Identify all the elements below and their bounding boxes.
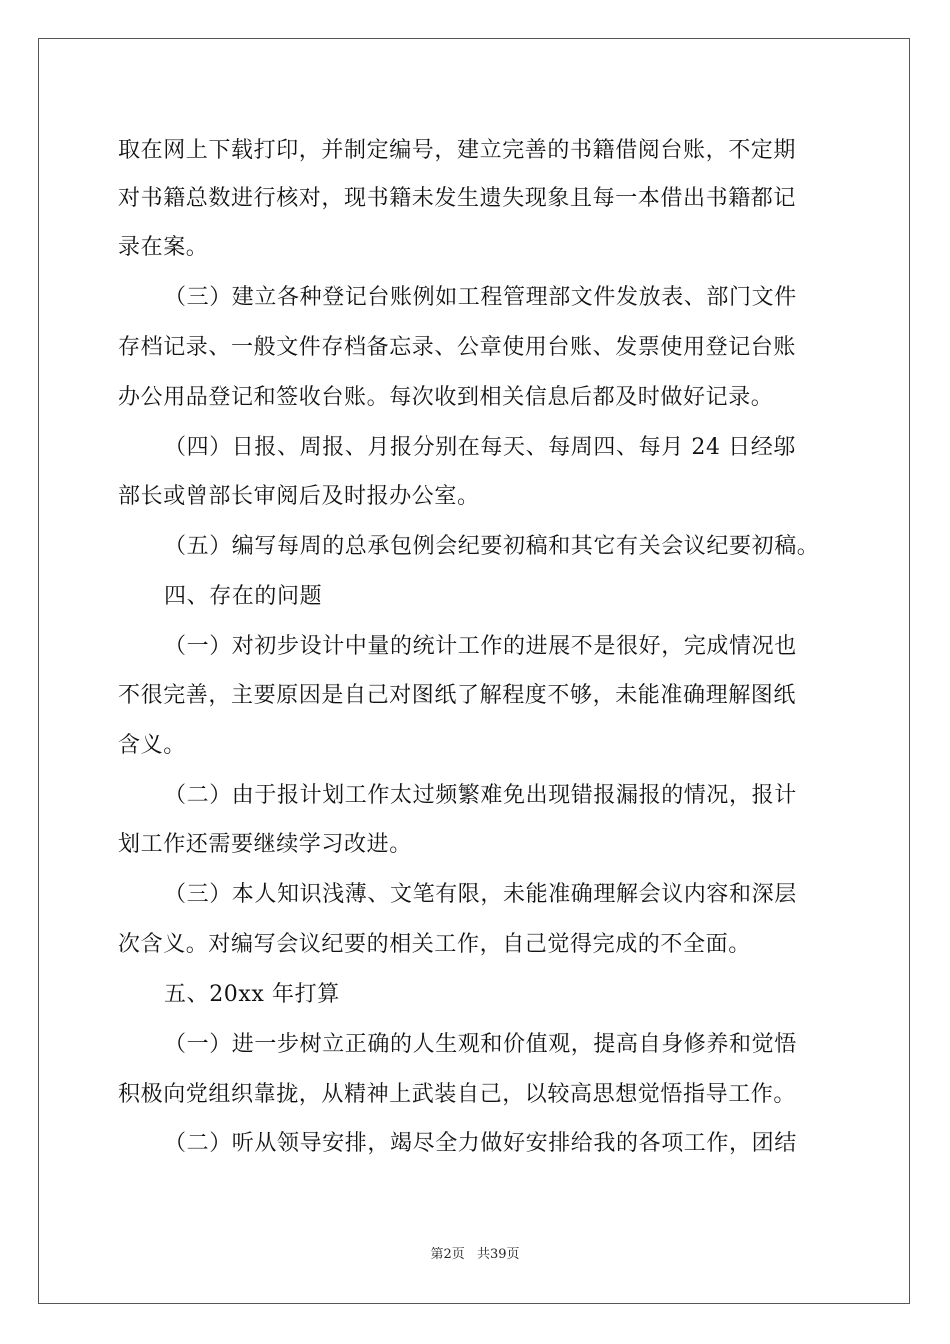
text-line: （一）进一步树立正确的人生观和价值观，提高自身修养和觉悟 [164,1032,797,1057]
text-line: （四）日报、周报、月报分别在每天、每周四、每月 24 日经邬 [164,435,796,460]
text-line: （二）听从领导安排，竭尽全力做好安排给我的各项工作，团结 [164,1131,797,1156]
section-heading: 四、存在的问题 [164,584,323,609]
text-line: （三）本人知识浅薄、文笔有限，未能准确理解会议内容和深层 [164,882,797,907]
text-line: 录在案。 [118,235,209,260]
text-line: （五）编写每周的总承包例会纪要初稿和其它有关会议纪要初稿。 [164,534,820,559]
text-line: 取在网上下载打印，并制定编号，建立完善的书籍借阅台账，不定期 [118,138,797,163]
text-line: 办公用品登记和签收台账。每次收到相关信息后都及时做好记录。 [118,385,774,410]
page-footer [0,1246,950,1264]
page-total: 共39页 [476,1247,520,1262]
section-heading: 五、20xx 年打算 [164,982,340,1007]
text-line: （二）由于报计划工作太过频繁难免出现错报漏报的情况，报计 [164,783,797,808]
page-number: 第2页 [430,1247,465,1262]
text-line: （三）建立各种登记台账例如工程管理部文件发放表、部门文件 [164,285,797,310]
text-line: 次含义。对编写会议纪要的相关工作，自己觉得完成的不全面。 [118,932,751,957]
text-line: 划工作还需要继续学习改进。 [118,832,412,857]
text-line: 对书籍总数进行核对，现书籍未发生遗失现象且每一本借出书籍都记 [118,186,797,211]
text-line: 含义。 [118,733,186,758]
text-line: （一）对初步设计中量的统计工作的进展不是很好，完成情况也 [164,634,797,659]
text-line: 存档记录、一般文件存档备忘录、公章使用台账、发票使用登记台账 [118,335,797,360]
text-line: 积极向党组织靠拢，从精神上武装自己，以较高思想觉悟指导工作。 [118,1082,797,1107]
text-line: 不很完善，主要原因是自己对图纸了解程度不够，未能准确理解图纸 [118,683,797,708]
text-line: 部长或曾部长审阅后及时报办公室。 [118,484,480,509]
